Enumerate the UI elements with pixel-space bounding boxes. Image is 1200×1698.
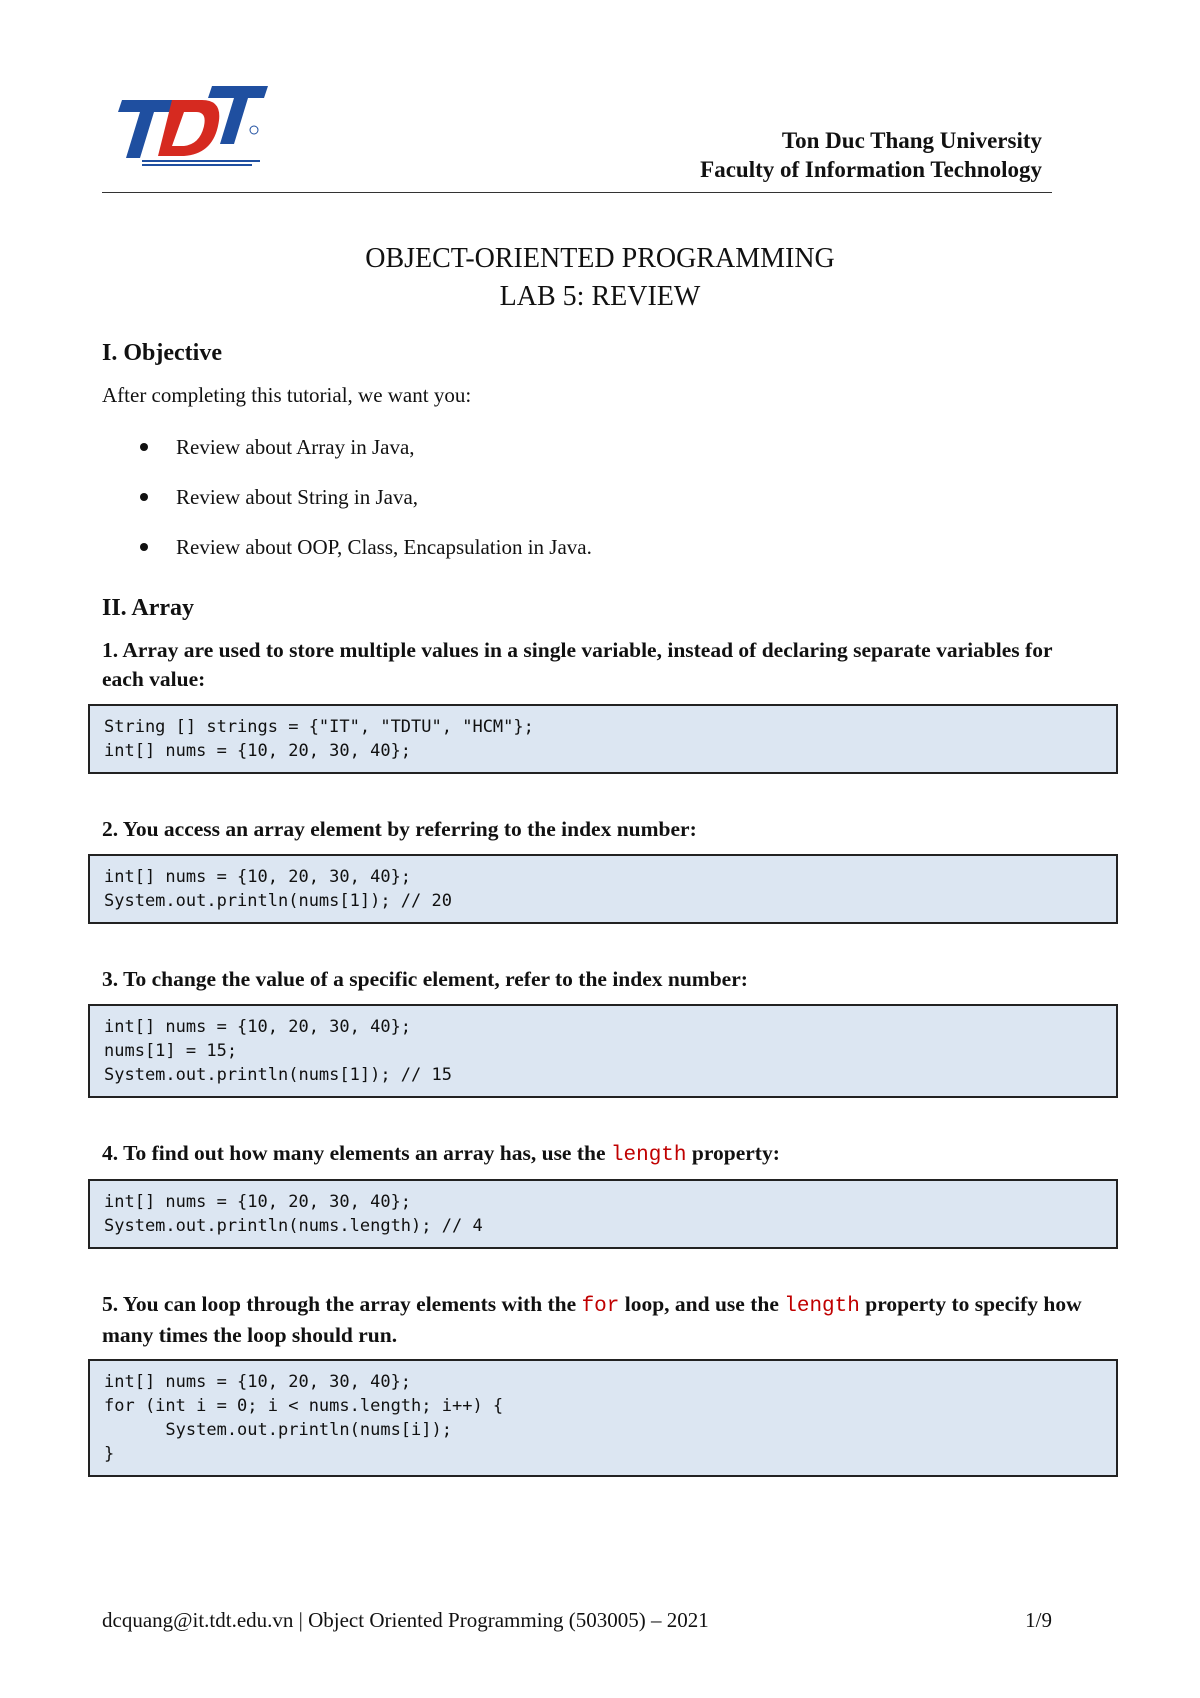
array-point-5: 5. You can loop through the array elements with the for loop, and use the length property to specify how many times the loop should run. [102,1292,1082,1347]
title-line-1: OBJECT-ORIENTED PROGRAMMING [365,243,835,274]
code-block-1: String [] strings = {"IT", "TDTU", "HCM"}; int[] nums = {10, 20, 30, 40}; [88,704,1118,774]
keyword-length: length [610,1144,687,1167]
array-point-1: 1. Array are used to store multiple values in a single variable, instead of declaring separate variables for each value: [102,638,1053,691]
objective-list [102,432,592,582]
array-heading: II. Array [102,595,194,621]
footer-text: dcquang@it.tdt.edu.vn | Object Oriented Programming (503005) – 2021 [102,1608,709,1632]
faculty-name: Faculty of Information Technology [700,157,1042,182]
code-block-2: int[] nums = {10, 20, 30, 40}; System.out.println(nums[1]); // 20 [88,854,1118,924]
list-item: Review about OOP, Class, Encapsulation in Java. [102,532,592,582]
bullet-icon [140,443,148,451]
tdt-logo [112,78,272,170]
keyword-for: for [581,1295,620,1318]
code-block-4: int[] nums = {10, 20, 30, 40}; System.out.println(nums.length); // 4 [88,1179,1118,1249]
page-number: 1/9 [1025,1608,1052,1632]
array-point-3: 3. To change the value of a specific element, refer to the index number: [102,967,748,991]
keyword-length: length [784,1295,860,1318]
bullet-icon [140,493,148,501]
institution-block [700,126,1042,184]
header-divider [102,192,1052,193]
title-line-2: LAB 5: REVIEW [499,281,701,312]
list-item: Review about Array in Java, [102,432,592,482]
objective-intro: After completing this tutorial, we want you: [102,383,472,407]
objective-heading: I. Objective [102,340,222,366]
bullet-icon [140,543,148,551]
list-item: Review about String in Java, [102,482,592,532]
document-title [0,240,1200,316]
code-block-5: int[] nums = {10, 20, 30, 40}; for (int i = 0; i < nums.length; i++) { System.out.println(nums[i]); } [88,1359,1118,1477]
array-point-4: 4. To find out how many elements an array has, use the length property: [102,1141,780,1167]
code-block-3: int[] nums = {10, 20, 30, 40}; nums[1] = 15; System.out.println(nums[1]); // 15 [88,1004,1118,1098]
university-name: Ton Duc Thang University [781,128,1042,153]
array-point-2: 2. You access an array element by referring to the index number: [102,817,697,841]
